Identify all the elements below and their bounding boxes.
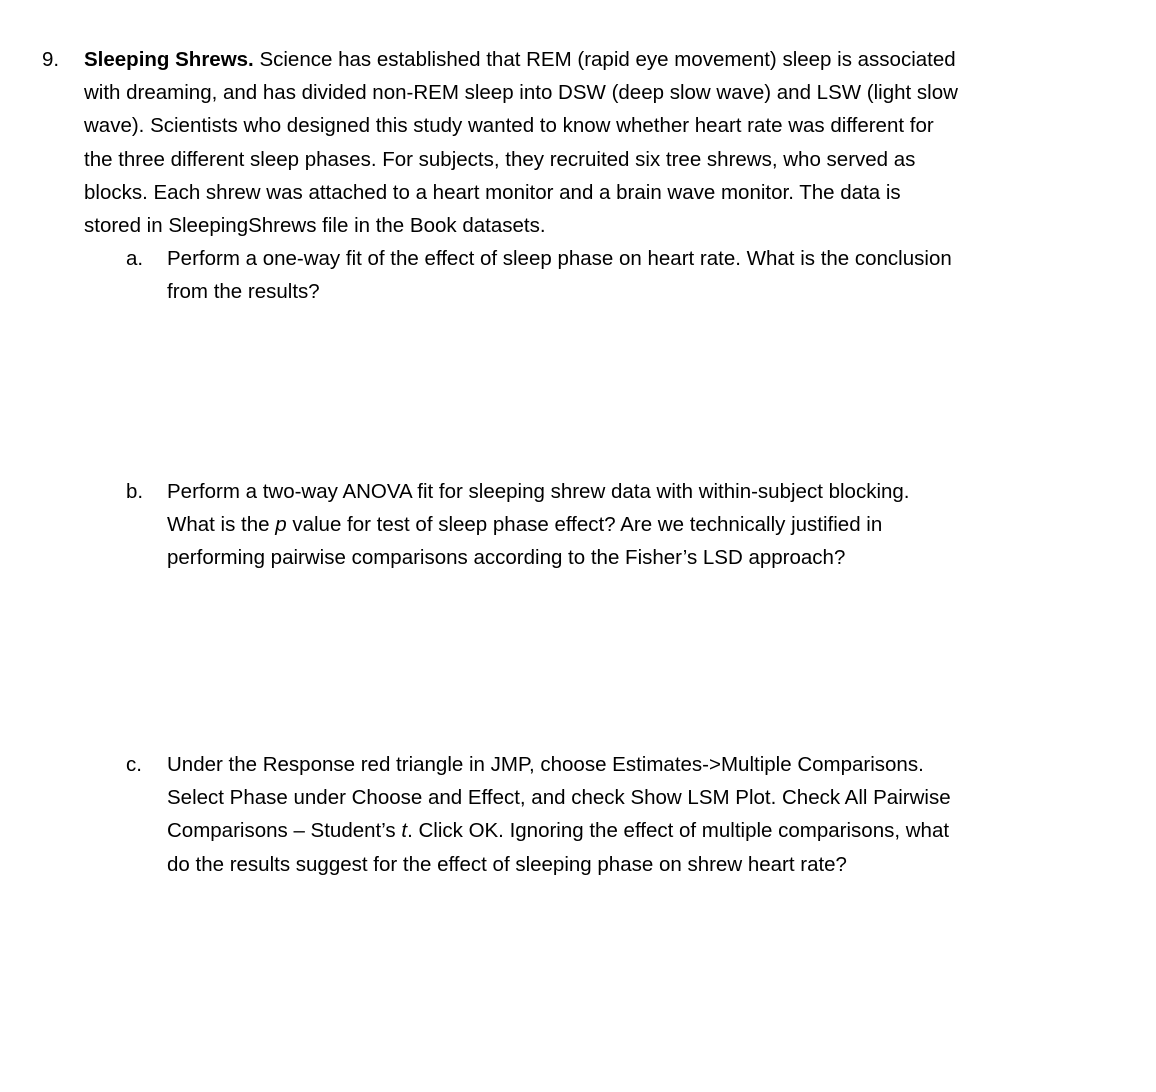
- intro-line-1: [84, 43, 1084, 76]
- part-b-text: [167, 475, 1082, 575]
- intro-line-4: the three different sleep phases. For subjects, they recruited six tree shrews, who served as: [84, 147, 916, 171]
- part-a-text: [167, 242, 1082, 308]
- part-c-line-1: Under the Response red triangle in JMP, choose Estimates->Multiple Comparisons.: [167, 753, 924, 776]
- part-c-letter: c.: [126, 753, 142, 776]
- question-title: Sleeping Shrews.: [84, 48, 254, 71]
- intro-line-6: stored in SleepingShrews file in the Book datasets.: [84, 214, 546, 238]
- part-c-line-3: [167, 814, 1082, 847]
- part-a-line-2: from the results?: [167, 280, 320, 304]
- t-symbol: t: [401, 819, 408, 843]
- part-c-text: [167, 748, 1082, 881]
- p-value-symbol: p: [275, 513, 287, 537]
- part-b-line-2-pre: What is the: [167, 513, 276, 537]
- intro-line-1-text: Science has established that REM (rapid eye movement) sleep is associated: [253, 48, 956, 71]
- part-c-line-3-pre: Comparisons – Student’s: [167, 819, 402, 843]
- part-b-line-2: [167, 508, 1082, 541]
- part-c-line-4: do the results suggest for the effect of sleeping phase on shrew heart rate?: [167, 852, 847, 876]
- intro-line-5: blocks. Each shrew was attached to a heart monitor and a brain wave monitor. The data is: [84, 180, 901, 204]
- intro-line-3: wave). Scientists who designed this study wanted to know whether heart rate was different for: [84, 114, 934, 138]
- part-c-line-3-post: . Click OK. Ignoring the effect of multiple comparisons, what: [407, 819, 950, 843]
- part-b-line-1: Perform a two-way ANOVA fit for sleeping shrew data with within-subject blocking.: [167, 480, 910, 503]
- part-b-letter: b.: [126, 480, 144, 503]
- intro-line-2: with dreaming, and has divided non-REM sleep into DSW (deep slow wave) and LSW (light slow: [84, 81, 958, 105]
- question-number: 9.: [42, 48, 60, 71]
- part-a-letter: a.: [126, 247, 144, 270]
- part-c-line-2: Select Phase under Choose and Effect, and check Show LSM Plot. Check All Pairwise: [167, 786, 951, 810]
- part-b-line-3: performing pairwise comparisons according to the Fisher’s LSD approach?: [167, 546, 846, 570]
- part-a-line-1: Perform a one-way fit of the effect of sleep phase on heart rate. What is the conclusion: [167, 247, 952, 270]
- part-b-line-2-post: value for test of sleep phase effect? Are we technically justified in: [286, 513, 883, 537]
- question-body: [84, 43, 1084, 242]
